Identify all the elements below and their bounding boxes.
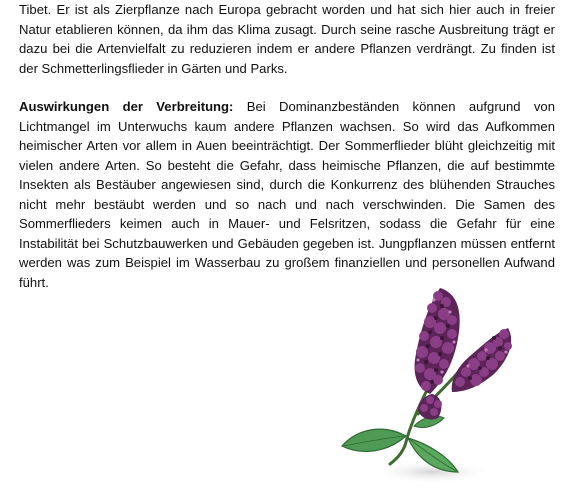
impact-heading: Auswirkungen der Verbreitung:	[19, 99, 234, 114]
intro-paragraph	[19, 0, 555, 78]
impact-paragraph	[19, 97, 555, 292]
intro-paragraph-text: Tibet. Er ist als Zierpflanze nach Europa gebracht worden und hat sich hier auch in freier Natur etablieren können, da ihm das Klima zusagt. Durch seine rasche Ausbreitung trägt er dazu bei die Artenvielfalt zu reduzieren indem er andere Pflanzen verdrängt. Zu finden ist der Schmetterlingsflieder in Gärten und Parks.	[19, 2, 555, 76]
blossom-spike-secondary	[452, 328, 512, 392]
impact-paragraph-text: Bei Dominanzbeständen können aufgrund von Lichtmangel im Unterwuchs kaum andere Pflanzen wachsen. So wird das Aufkommen heimischer Arten vor allem in Auen beeinträchtigt. Der Sommerflieder blüht gleichzeitig mit vielen andere Arten. So besteht die Gefahr, dass heimische Pflanzen, die auf bestimmte Insekten als Bestäuber angewiesen sind, durch die Konkurrenz des blühenden Strauches nicht mehr bestäubt werden und so nach und nach verschwinden. Die Samen des Sommerflieders keimen auch in Mauer- und Felsritzen, sodass die Gefahr für eine Instabilität bei Schutzbauwerken und Gebäuden gegeben ist. Jungpflanzen müssen entfernt werden was zum Beispiel im Wasserbau zu großem finanziellen und personellen Aufwand führt.	[19, 99, 555, 290]
buddleja-flower-illustration	[332, 276, 518, 486]
